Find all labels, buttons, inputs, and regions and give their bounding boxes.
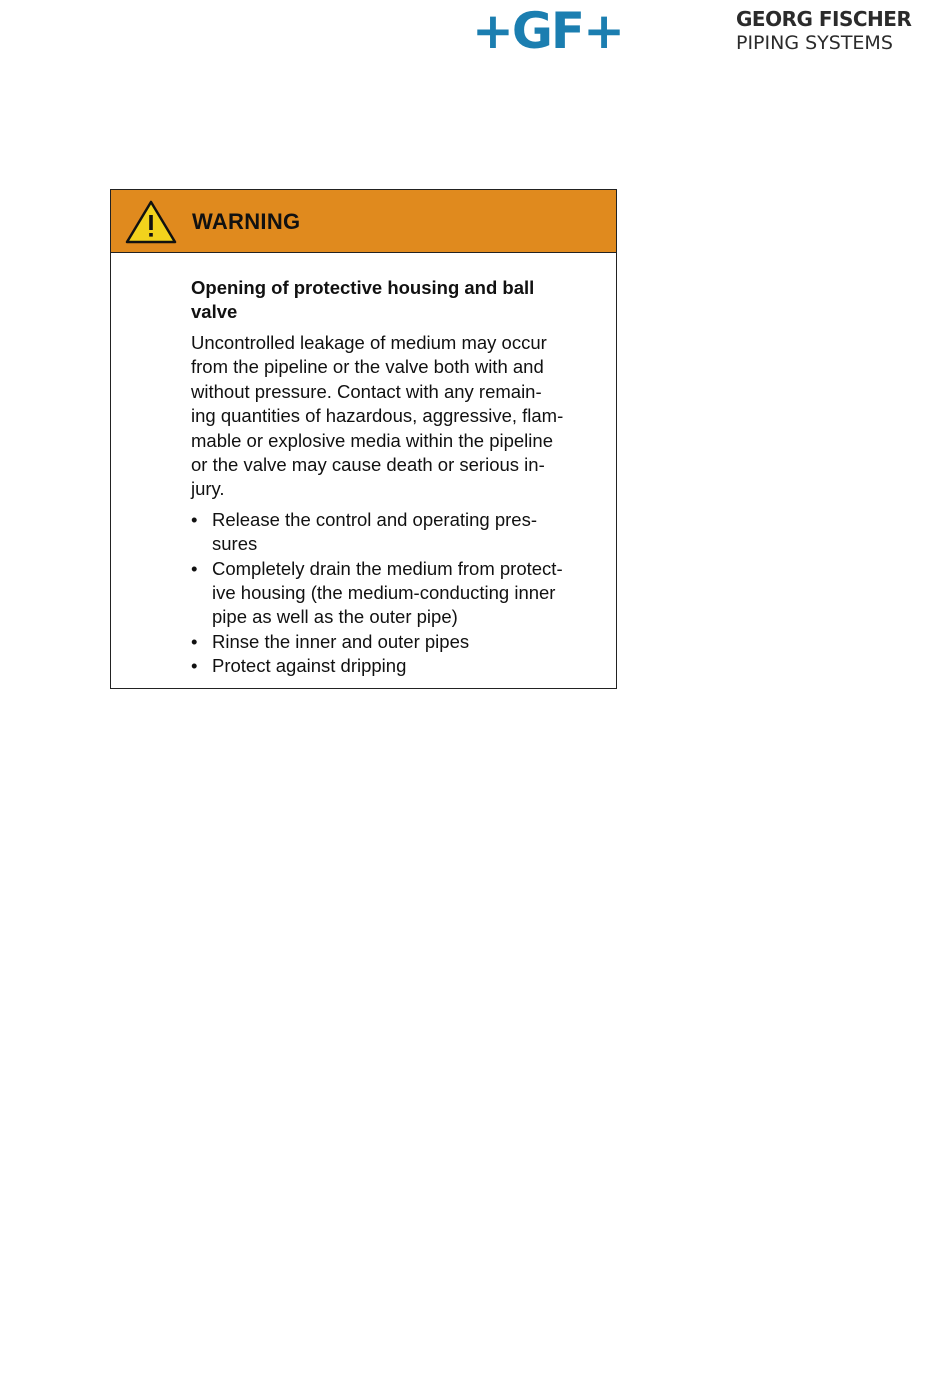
- paragraph-line: without pressure. Contact with any remain-: [191, 380, 542, 402]
- company-division: PIPING SYSTEMS: [736, 32, 893, 54]
- list-item-line: Rinse the inner and outer pipes: [212, 630, 470, 652]
- list-item-line: Completely drain the medium from protect-: [212, 557, 563, 579]
- list-item: [191, 557, 606, 630]
- paragraph-line: mable or explosive media within the pipeline: [191, 429, 553, 451]
- bullet-icon: •: [191, 508, 198, 530]
- warning-box: [110, 189, 617, 689]
- paragraph-line: ing quantities of hazardous, aggressive, flam-: [191, 405, 564, 427]
- warning-heading-line: valve: [191, 301, 238, 322]
- warning-heading: [191, 276, 606, 324]
- company-name: GEORG FISCHER: [736, 7, 912, 31]
- list-item-line: Release the control and operating pres-: [212, 508, 537, 530]
- list-item-line: Protect against dripping: [212, 655, 407, 677]
- bullet-icon: •: [191, 630, 198, 652]
- paragraph-line: from the pipeline or the valve both with and: [191, 356, 544, 378]
- warning-header: [111, 190, 616, 253]
- warning-paragraph: [191, 331, 606, 502]
- paragraph-line: Uncontrolled leakage of medium may occur: [191, 332, 547, 353]
- list-item-line: ive housing (the medium-conducting inner: [212, 582, 556, 604]
- warning-title: WARNING: [192, 209, 301, 234]
- list-item-line: sures: [212, 533, 258, 555]
- company-branding: [736, 9, 911, 53]
- list-item-line: pipe as well as the outer pipe): [212, 606, 458, 628]
- action-list: [191, 508, 606, 679]
- warning-triangle-icon: [125, 199, 177, 245]
- list-item: [191, 630, 606, 654]
- warning-body: [191, 276, 606, 679]
- gf-logo: +GF+: [472, 2, 623, 60]
- bullet-icon: •: [191, 557, 198, 579]
- paragraph-line: or the valve may cause death or serious in-: [191, 454, 545, 476]
- list-item: [191, 654, 606, 678]
- warning-heading-line: Opening of protective housing and ball: [191, 277, 535, 298]
- list-item: [191, 508, 606, 557]
- paragraph-line: jury.: [191, 478, 225, 500]
- bullet-icon: •: [191, 655, 198, 677]
